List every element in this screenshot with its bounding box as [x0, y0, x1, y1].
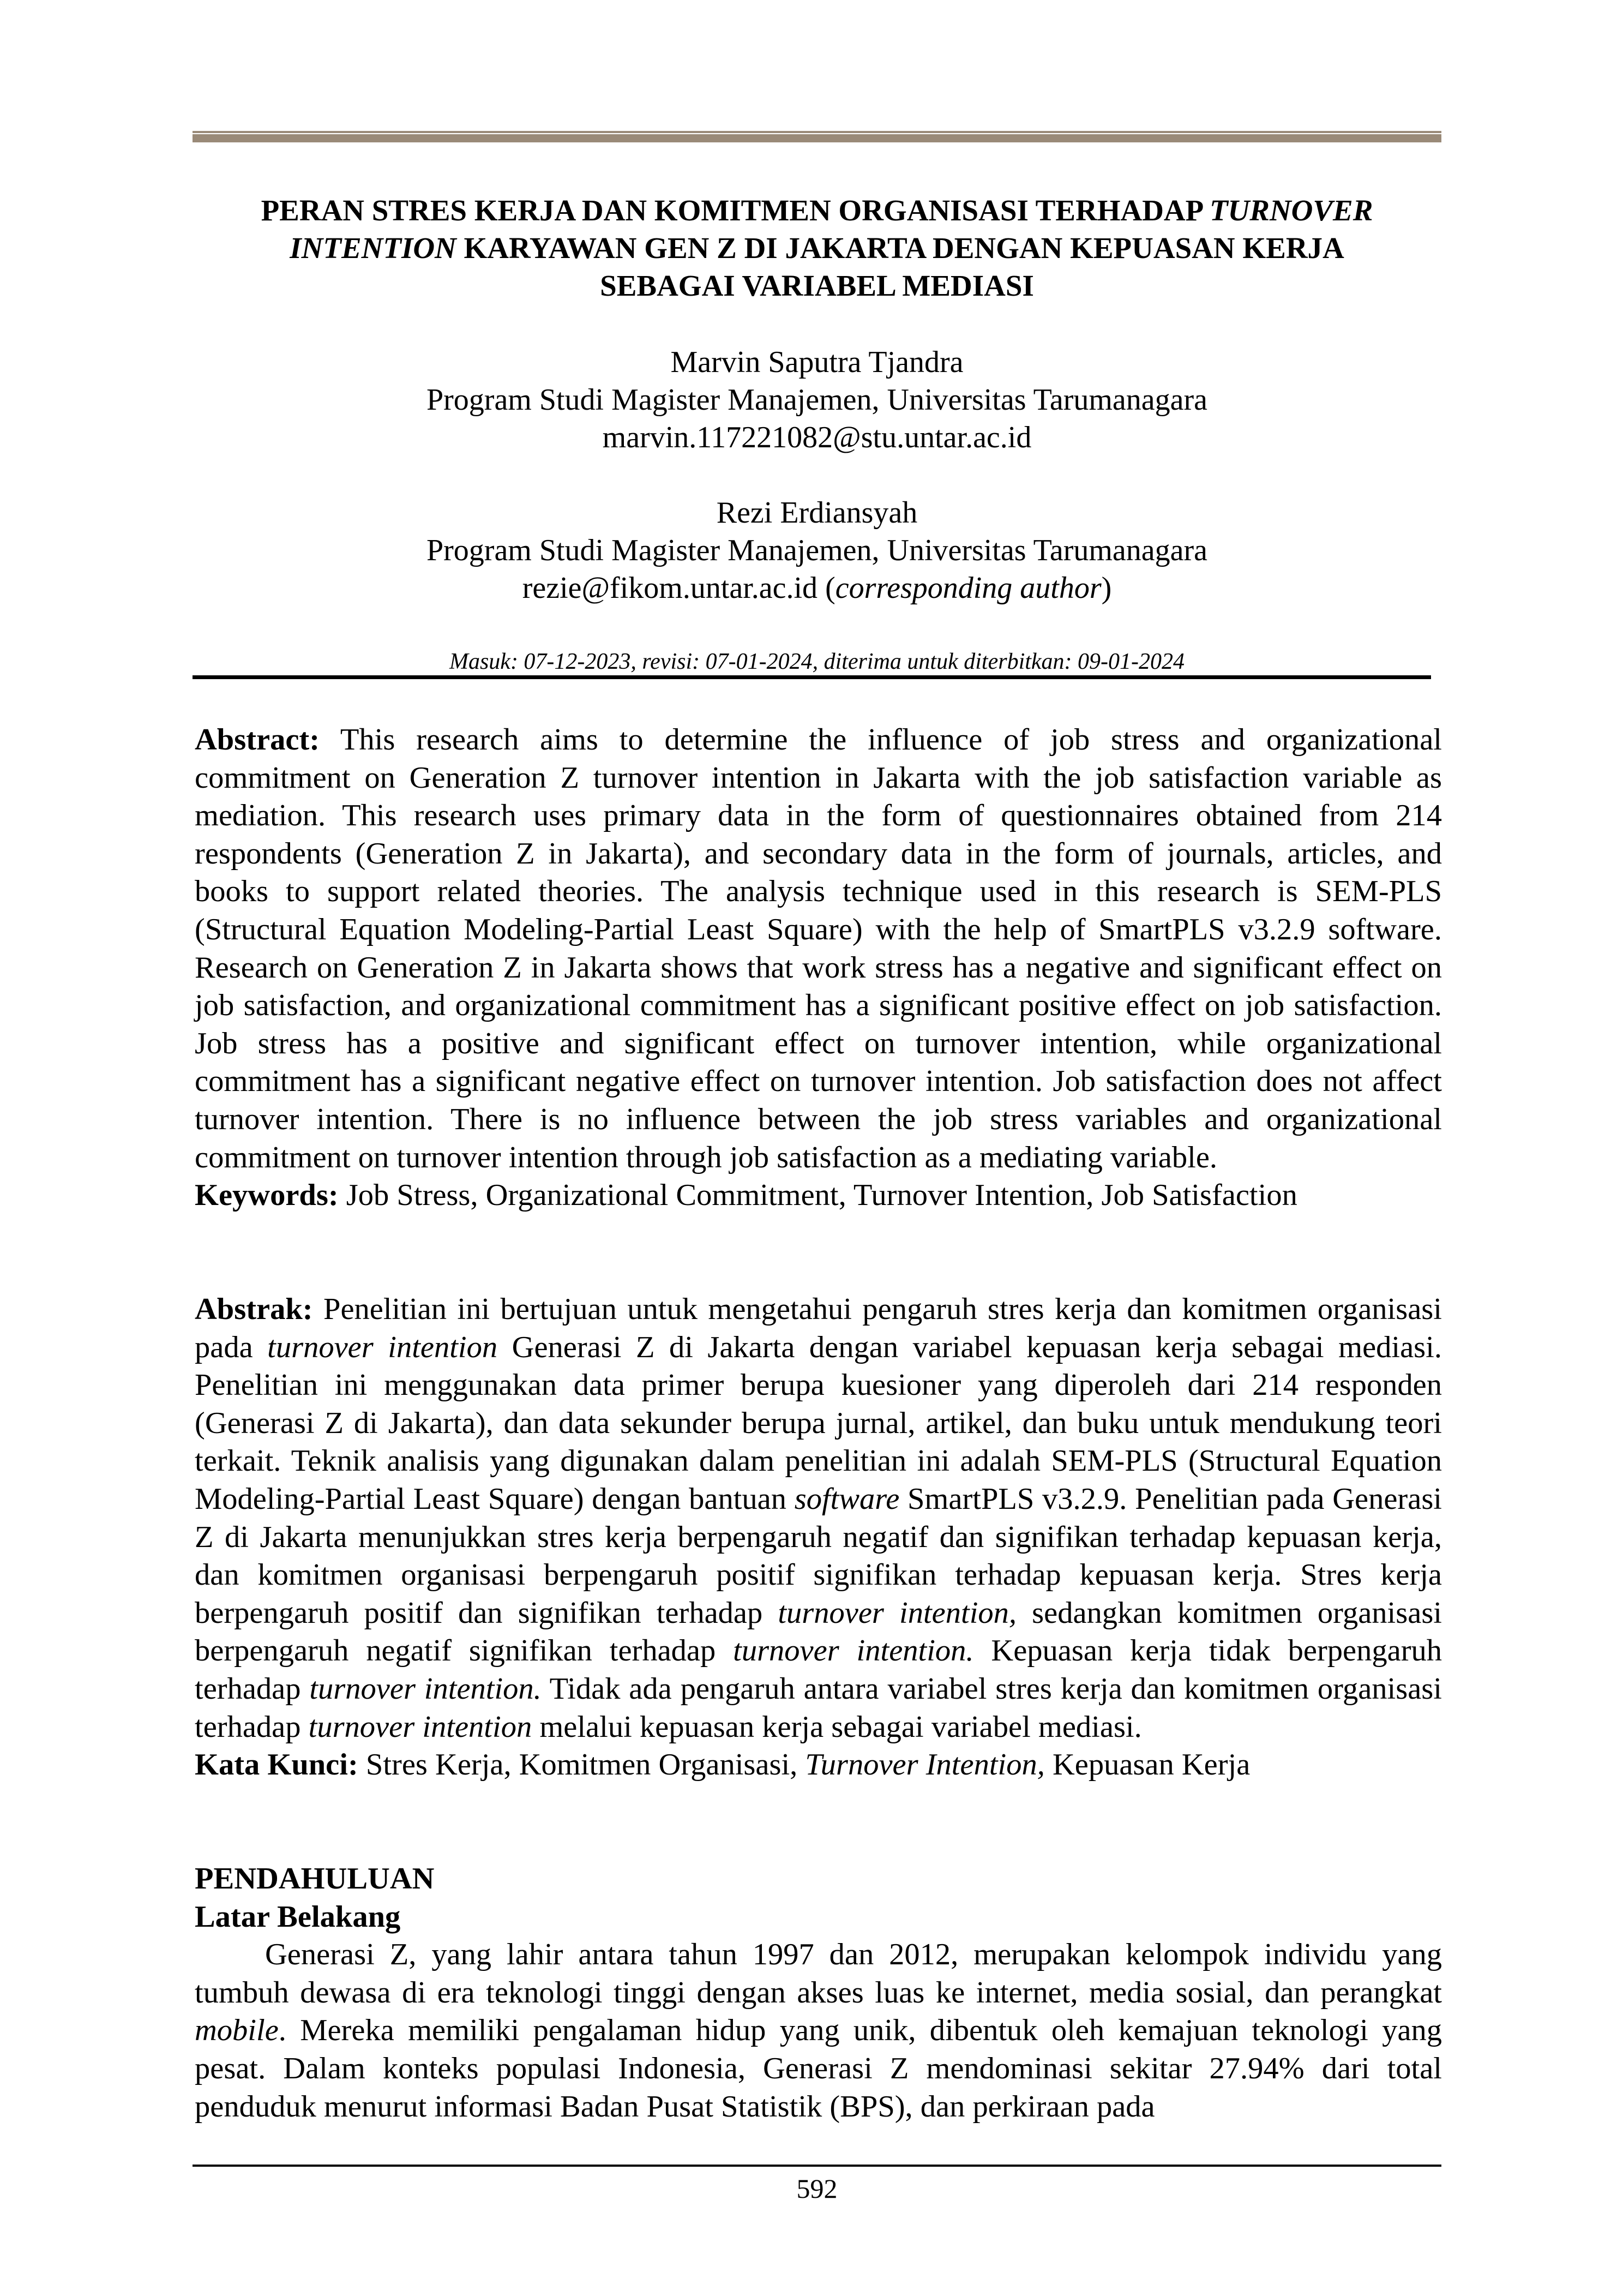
- dates-divider: [193, 675, 1431, 679]
- text-segment: Tidak ada pengaruh antara variabel stres kerja dan komitmen organisasi terhadap: [195, 1671, 1442, 1744]
- abstrak-label: Abstrak:: [195, 1292, 313, 1326]
- author-email[interactable]: rezie@fikom.untar.ac.id: [522, 571, 818, 605]
- keywords-text: Job Stress, Organizational Commitment, Turnover Intention, Job Satisfaction: [338, 1178, 1297, 1213]
- text-segment: melalui kepuasan kerja sebagai variabel mediasi.: [532, 1710, 1142, 1744]
- text-segment: Generasi Z di Jakarta dengan variabel kepuasan kerja sebagai mediasi. Penelitian ini menggunakan data primer berupa kuesioner yang diperoleh dari 214 responden (Generasi Z di Jakarta), dan data sekunder berupa jurnal, artikel, dan buku untuk mendukung teori terkait. Teknik analisis yang digunakan dalam penelitian ini adalah SEM-PLS (Structural Equation Modeling-Partial Least Square) dengan bantuan: [195, 1330, 1442, 1516]
- keywords-label: Keywords:: [195, 1178, 339, 1213]
- italic-term: software: [794, 1482, 900, 1516]
- intro-paragraph: Generasi Z, yang lahir antara tahun 1997 dan 2012, merupakan kelompok individu yang tumbuh dewasa di era teknologi tinggi dengan akses luas ke internet, media sosial, dan perangkat mobile. Mereka memiliki pengalaman hidup yang unik, dibentuk oleh kemajuan teknologi yang pesat. Dalam konteks populasi Indonesia, Generasi Z mendominasi sekitar 27.94% dari total penduduk menurut informasi Badan Pusat Statistik (BPS), dan perkiraan pada: [195, 1938, 1442, 2124]
- title-line-1: PERAN STRES KERJA DAN KOMITMEN ORGANISASI TERHADAP TURNOVER: [261, 194, 1373, 227]
- subsection-heading-latar-belakang: Latar Belakang: [195, 1899, 401, 1934]
- abstract-indonesian: [195, 1291, 1442, 1784]
- italic-term: turnover intention,: [778, 1596, 1017, 1630]
- title-line-2: INTENTION KARYAWAN GEN Z DI JAKARTA DENGAN KEPUASAN KERJA: [290, 231, 1344, 265]
- header-rule-thick: [193, 134, 1441, 142]
- italic-term: turnover intention: [308, 1710, 532, 1744]
- author-list: [193, 344, 1441, 645]
- italic-term: turnover intention.: [733, 1634, 974, 1668]
- italic-term: turnover intention: [267, 1330, 498, 1364]
- italic-term: turnover intention.: [309, 1671, 542, 1706]
- abstrak-text: [195, 1292, 1442, 1744]
- author-2: [193, 494, 1441, 607]
- paper-title: [193, 191, 1441, 304]
- kata-kunci-line: Kata Kunci: Stres Kerja, Komitmen Organisasi, Turnover Intention, Kepuasan Kerja: [195, 1748, 1251, 1782]
- text-segment: Kepuasan kerja tidak berpengaruh terhadap: [195, 1634, 1442, 1706]
- abstract-english: [195, 721, 1442, 1215]
- author-1: [193, 344, 1441, 457]
- author-note: corresponding author: [835, 571, 1102, 605]
- header-rule-thin: [193, 131, 1441, 133]
- author-email-line: rezie@fikom.untar.ac.id (corresponding author): [522, 571, 1112, 605]
- abstrak-paragraph: [195, 1291, 1442, 1746]
- author-name: Marvin Saputra Tjandra: [670, 345, 964, 379]
- author-affiliation: Program Studi Magister Manajemen, Universitas Tarumanagara: [426, 533, 1207, 567]
- author-name: Rezi Erdiansyah: [716, 496, 918, 530]
- author-affiliation: Program Studi Magister Manajemen, Universitas Tarumanagara: [426, 383, 1207, 417]
- introduction-section: [195, 1860, 1442, 2126]
- abstract-label: Abstract:: [195, 723, 320, 757]
- keywords-line: [195, 1177, 1442, 1215]
- submission-dates: Masuk: 07-12-2023, revisi: 07-01-2024, diterima untuk diterbitkan: 09-01-2024: [449, 649, 1185, 674]
- abstract-text: This research aims to determine the influence of job stress and organizational commitment on Generation Z turnover intention in Jakarta with the job satisfaction variable as mediation. This research uses primary data in the form of questionnaires obtained from 214 respondents (Generation Z in Jakarta), and secondary data in the form of journals, articles, and books to support related theories. The analysis technique used in this research is SEM-PLS (Structural Equation Modeling-Partial Least Square) with the help of SmartPLS v3.2.9 software. Research on Generation Z in Jakarta shows that work stress has a negative and significant effect on job satisfaction, and organizational commitment has a significant positive effect on job satisfaction. Job stress has a positive and significant effect on turnover intention, while organizational commitment has a significant negative effect on turnover intention. Job satisfaction does not affect turnover intention. There is no influence between the job stress variables and organizational commitment on turnover intention through job satisfaction as a mediating variable.: [195, 723, 1442, 1174]
- page-number: 592: [796, 2173, 838, 2204]
- section-heading-pendahuluan: PENDAHULUAN: [195, 1862, 435, 1896]
- text-segment: SmartPLS v3.2.9. Penelitian pada Generasi Z di Jakarta menunjukkan stres kerja berpengaruh negatif dan signifikan terhadap kepuasan kerja, dan komitmen organisasi berpengaruh positif signifikan terhadap kepuasan kerja. Stres kerja berpengaruh positif dan signifikan terhadap: [195, 1482, 1442, 1630]
- text-segment: sedangkan komitmen organisasi berpengaruh negatif signifikan terhadap: [195, 1596, 1442, 1668]
- footer-rule: [193, 2165, 1441, 2167]
- author-email[interactable]: marvin.117221082@stu.untar.ac.id: [602, 421, 1032, 454]
- abstract-paragraph: [195, 721, 1442, 1177]
- kata-kunci-label: Kata Kunci:: [195, 1748, 358, 1782]
- title-line-3: SEBAGAI VARIABEL MEDIASI: [600, 269, 1034, 302]
- text-segment: Penelitian ini bertujuan untuk mengetahui pengaruh stres kerja dan komitmen organisasi pada: [195, 1292, 1442, 1364]
